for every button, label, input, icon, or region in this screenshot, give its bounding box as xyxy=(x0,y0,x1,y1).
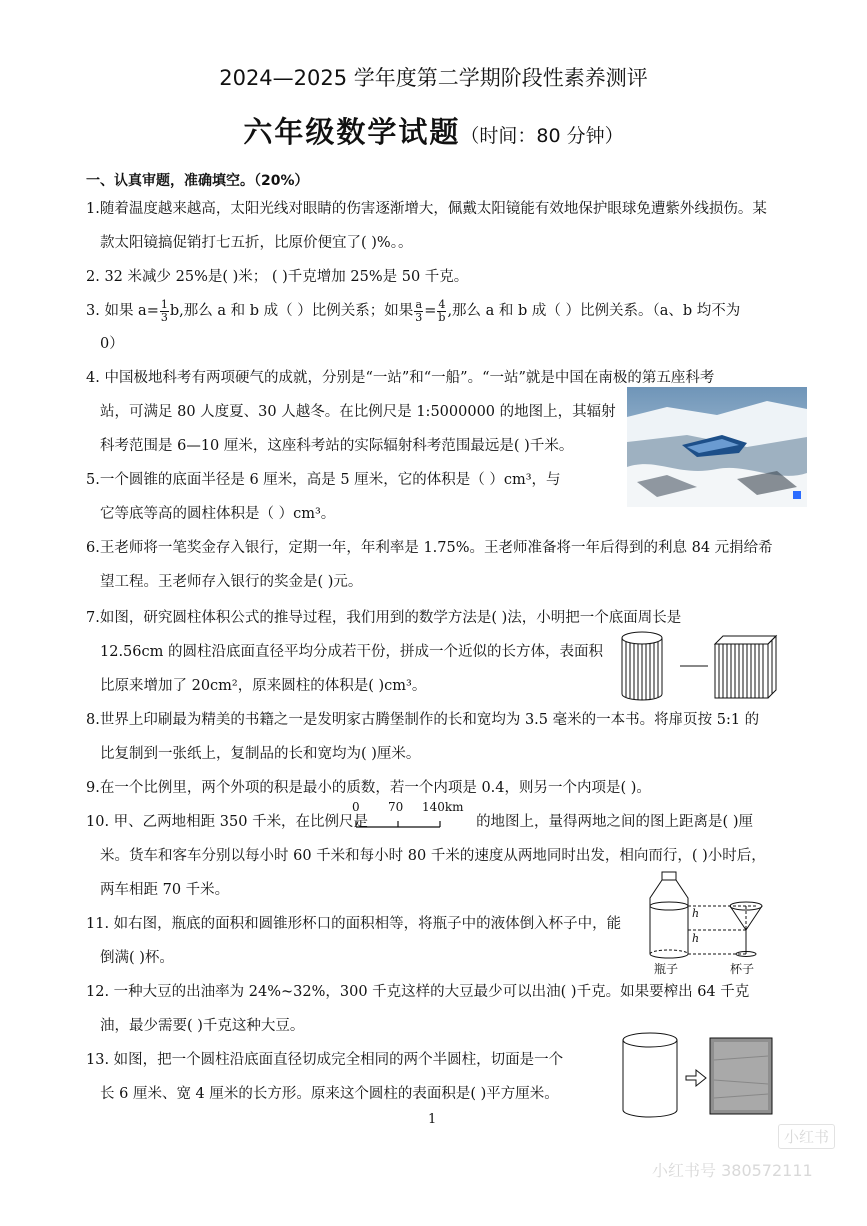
height-label-h-lower: h xyxy=(692,932,700,945)
exam-header-title: 2024—2025 学年度第二学期阶段性素养测评 xyxy=(219,66,648,90)
antarctic-station-photo xyxy=(627,387,807,507)
watermark-logo: 小红书 xyxy=(778,1124,835,1149)
scale-bar-line xyxy=(352,816,452,830)
watermark-id: 小红书号 380572111 xyxy=(652,1161,813,1180)
scale-label-140: 140km xyxy=(422,800,464,814)
subject-name: 六年级数学试题 xyxy=(243,115,461,149)
q10-text-part1: 10. 甲、乙两地相距 350 千米，在比例尺是 xyxy=(86,814,369,830)
fraction-one-third xyxy=(160,299,169,324)
scale-label-0: 0 xyxy=(352,800,360,814)
q3-text-part2: b,那么 a 和 b 成（ ）比例关系；如果 xyxy=(169,303,414,319)
fraction-numerator: 4 xyxy=(438,297,446,311)
cylinder-to-cuboid-figure xyxy=(618,630,783,702)
bottle-label: 瓶子 xyxy=(654,962,679,976)
q9-line1: 9.在一个比例里，两个外项的积是最小的质数，若一个内项是 0.4，则另一个内项是( )。 xyxy=(86,780,651,796)
q7-line2: 12.56cm 的圆柱沿底面直径平均分成若干份，拼成一个近似的长方体，表面积 xyxy=(100,644,603,660)
q13-line2: 长 6 厘米、宽 4 厘米的长方形。原来这个圆柱的表面积是( )平方厘米。 xyxy=(100,1086,559,1102)
height-label-h-upper: h xyxy=(692,907,700,920)
q1-line2: 款太阳镜搞促销打七五折，比原价便宜了( )%。。 xyxy=(100,235,413,251)
q10-line2: 米。货车和客车分别以每小时 60 千米和每小时 80 千米的速度从两地同时出发，相向而行，( )小时后， xyxy=(100,848,766,864)
equals-sign: = xyxy=(424,303,437,319)
fraction-numerator: 1 xyxy=(160,297,168,311)
q11-line1: 11. 如右图，瓶底的面积和圆锥形杯口的面积相等，将瓶子中的液体倒入杯子中，能 xyxy=(86,916,622,932)
q4-line1: 4. 中国极地科考有两项硬气的成就，分别是“一站”和“一船”。“一站”就是中国在南极的第五座科考 xyxy=(86,370,715,386)
q12-line2: 油，最少需要( )千克这种大豆。 xyxy=(100,1018,305,1034)
fraction-denominator: 3 xyxy=(160,310,168,324)
fraction-numerator: a xyxy=(415,297,423,311)
fraction-denominator: 3 xyxy=(415,310,423,324)
q3-line2: 0） xyxy=(100,336,124,352)
bottle-and-cup-figure xyxy=(640,870,785,978)
page-number: 1 xyxy=(428,1112,437,1127)
q8-line1: 8.世界上印刷最为精美的书籍之一是发明家古腾堡制作的长和宽均为 3.5 毫米的一本书。将扉页按 5:1 的 xyxy=(86,712,760,728)
exam-subject-title xyxy=(0,110,867,151)
cup-label: 杯子 xyxy=(730,962,755,976)
q4-line3: 科考范围是 6—10 厘米，这座科考站的实际辐射科考范围最远是( )千米。 xyxy=(100,438,574,454)
q13-line1: 13. 如图，把一个圆柱沿底面直径切成完全相同的两个半圆柱，切面是一个 xyxy=(86,1052,564,1068)
q12-line1: 12. 一种大豆的出油率为 24%~32%，300 千克这样的大豆最少可以出油( )千克。如果要榨出 64 千克 xyxy=(86,984,750,1000)
q10-text-part2: 的地图上，量得两地之间的图上距离是( )厘 xyxy=(476,814,753,830)
q3-text-part3: ,那么 a 和 b 成（ ）比例关系。（a、b 均不为 xyxy=(447,303,741,319)
q3-text-part1: 3. 如果 a= xyxy=(86,303,159,319)
fraction-4-over-b xyxy=(437,299,446,324)
q5-line2: 它等底等高的圆柱体积是（ ）cm³。 xyxy=(100,506,336,522)
q3-line1 xyxy=(86,297,740,325)
section-heading: 一、认真审题，准确填空。（20%） xyxy=(86,173,309,189)
q11-line2: 倒满( )杯。 xyxy=(100,950,174,966)
q1-line1: 1.随着温度越来越高，太阳光线对眼睛的伤害逐渐增大，佩戴太阳镜能有效地保护眼球免遭紫外线损伤。某 xyxy=(86,201,767,217)
q2-line1: 2. 32 米减少 25%是( )米； ( )千克增加 25%是 50 千克。 xyxy=(86,269,469,285)
cylinder-cut-figure xyxy=(618,1030,778,1120)
q7-line3: 比原来增加了 20cm²，原来圆柱的体积是( )cm³。 xyxy=(100,678,427,694)
q7-line1: 7.如图，研究圆柱体积公式的推导过程，我们用到的数学方法是( )法，小明把一个底面周长是 xyxy=(86,610,682,626)
scale-label-70: 70 xyxy=(388,800,404,814)
fraction-a-over-3 xyxy=(414,299,423,324)
q6-line2: 望工程。王老师存入银行的奖金是( )元。 xyxy=(100,574,363,590)
q10-line3: 两车相距 70 千米。 xyxy=(100,882,230,898)
q8-line2: 比复制到一张纸上，复制品的长和宽均为( )厘米。 xyxy=(100,746,421,762)
q5-line1: 5.一个圆锥的底面半径是 6 厘米，高是 5 厘米，它的体积是（ ）cm³，与 xyxy=(86,472,561,488)
fraction-denominator: b xyxy=(438,310,446,324)
line-scale-bar xyxy=(352,800,462,832)
q4-line2: 站，可满足 80 人度夏、30 人越冬。在比例尺是 1:5000000 的地图上，其辐射 xyxy=(100,404,616,420)
q6-line1: 6.王老师将一笔奖金存入银行，定期一年，年利率是 1.75%。王老师准备将一年后得到的利息 84 元捐给希 xyxy=(86,540,773,556)
exam-duration: （时间：80 分钟） xyxy=(460,125,624,147)
